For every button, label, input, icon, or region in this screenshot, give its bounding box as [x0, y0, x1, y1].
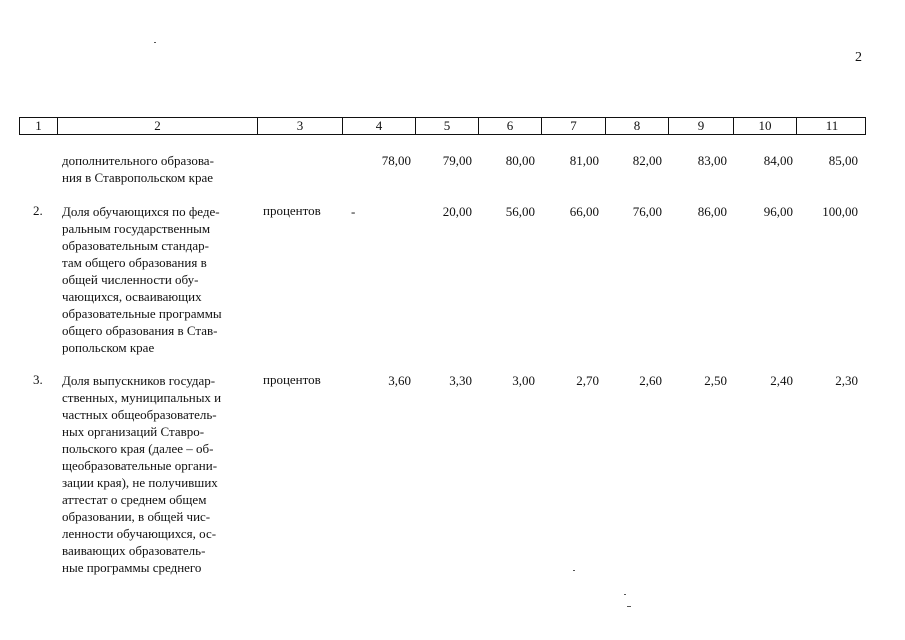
column-header-9: 9: [668, 118, 733, 134]
value-col-9: 86,00: [697, 204, 727, 219]
column-header-2: 2: [57, 118, 257, 134]
value-col-7: 2,70: [576, 373, 599, 388]
scan-speck: [154, 42, 156, 43]
value-col-9: 2,50: [704, 373, 727, 388]
value-col-5: 79,00: [442, 153, 472, 168]
scan-speck: [627, 606, 631, 607]
value-col-10: 2,40: [770, 373, 793, 388]
value-col-10: 96,00: [763, 204, 793, 219]
value-col-8: 82,00: [632, 153, 662, 168]
column-header-8: 8: [605, 118, 668, 134]
value-col-11: 2,30: [835, 373, 858, 388]
value-col-8: 2,60: [639, 373, 662, 388]
value-col-10: 84,00: [763, 153, 793, 168]
value-col-4: 78,00: [381, 153, 411, 168]
column-header-10: 10: [733, 118, 796, 134]
column-header-5: 5: [415, 118, 478, 134]
value-col-8: 76,00: [632, 204, 662, 219]
value-col-11: 85,00: [828, 153, 858, 168]
value-col-4: 3,60: [388, 373, 411, 388]
table-header-row: [19, 117, 866, 135]
value-col-6: 56,00: [505, 204, 535, 219]
value-col-9: 83,00: [697, 153, 727, 168]
value-col-5: 20,00: [442, 204, 472, 219]
scan-speck: [624, 594, 626, 595]
value-col-7: 66,00: [569, 204, 599, 219]
page-number: 2: [855, 50, 862, 65]
column-header-3: 3: [257, 118, 342, 134]
value-col-6: 3,00: [512, 373, 535, 388]
indicator-name: дополнительного образова- ния в Ставропольском крае: [62, 153, 214, 185]
unit-of-measure: процентов: [263, 203, 321, 218]
value-col-5: 3,30: [449, 373, 472, 388]
row-number: 2.: [33, 203, 43, 218]
scan-speck: [573, 570, 575, 571]
column-header-11: 11: [796, 118, 867, 134]
column-header-6: 6: [478, 118, 541, 134]
value-col-11: 100,00: [822, 204, 858, 219]
column-header-4: 4: [342, 118, 415, 134]
column-header-7: 7: [541, 118, 605, 134]
value-col-6: 80,00: [505, 153, 535, 168]
indicator-name: Доля выпускников государ- ственных, муниципальных и частных общеобразователь- ных организаций Ставро- польского края (далее – об- щеобразовательные органи- зации края), не получивших аттестат о среднем общем образовании, в общей чис- ленности обучающихся, ос- ваивающих образователь- ные программы среднего: [62, 373, 222, 575]
indicator-name: Доля обучающихся по феде- ральным государственным образовательным стандар- там общего образования в общей численности обу- чающихся, осваивающих образовательные программы общего образования в Став- ропольском крае: [62, 204, 222, 355]
unit-of-measure: процентов: [263, 372, 321, 387]
column-header-1: 1: [35, 118, 42, 133]
value-col-7: 81,00: [569, 153, 599, 168]
row-number: 3.: [33, 372, 43, 387]
value-col-4: -: [351, 204, 356, 219]
